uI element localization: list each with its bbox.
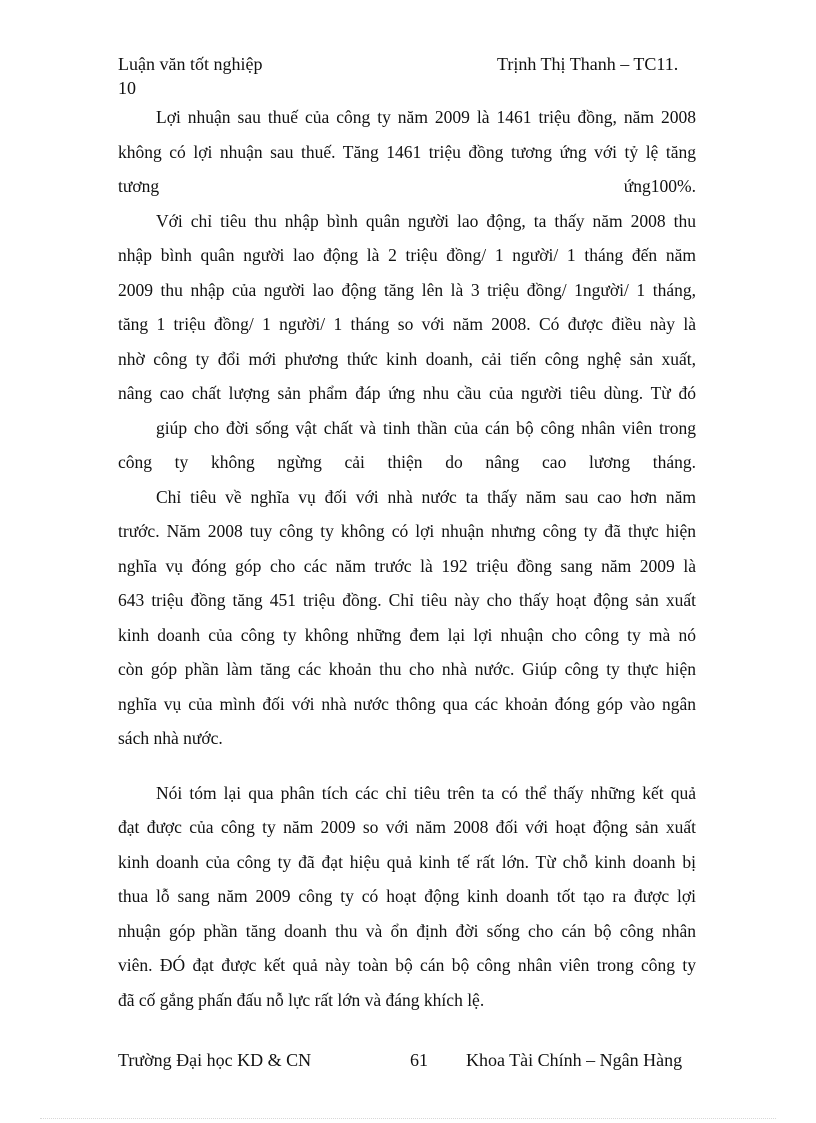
body-line: Với chỉ tiêu thu nhập bình quân người lao động, ta thấy năm 2008 thu (156, 210, 696, 231)
body-line: Chỉ tiêu về nghĩa vụ đối với nhà nước ta thấy năm sau cao hơn năm (156, 486, 696, 507)
document-body (118, 100, 696, 1017)
body-line: trước. Năm 2008 tuy công ty không có lợi nhuận nhưng công ty đã thực hiện (118, 521, 696, 541)
body-line: công ty không ngừng cải thiện do nâng cao lương tháng. (118, 452, 696, 472)
body-line: đã cố gắng phấn đấu nỗ lực rất lớn và đáng khích lệ. (118, 989, 485, 1010)
body-line: nhập bình quân người lao động là 2 triệu đồng/ 1 người/ 1 tháng đến năm (118, 245, 696, 265)
body-line: nghĩa vụ đóng góp cho các năm trước là 192 triệu đồng sang năm 2009 là (118, 555, 696, 576)
body-line: tăng 1 triệu đồng/ 1 người/ 1 tháng so với năm 2008. Có được điều này là (118, 314, 696, 334)
body-line: viên. ĐÓ đạt được kết quả này toàn bộ cán bộ công nhân viên trong công ty (118, 955, 696, 975)
header-class-number: 10 (118, 78, 136, 98)
header-thesis-title: Luận văn tốt nghiệp (118, 54, 263, 74)
footer-faculty: Khoa Tài Chính – Ngân Hàng (466, 1050, 683, 1070)
body-line: thua lỗ sang năm 2009 công ty có hoạt động kinh doanh tốt tạo ra được lợi (118, 886, 696, 906)
header-author: Trịnh Thị Thanh – TC11. (497, 54, 679, 74)
body-line: sách nhà nước. (118, 728, 223, 748)
body-line: nâng cao chất lượng sản phẩm đáp ứng nhu cầu của người tiêu dùng. Từ đó (118, 383, 696, 403)
body-line: giúp cho đời sống vật chất và tinh thần của cán bộ công nhân viên trong (156, 417, 696, 438)
body-line: Nói tóm lại qua phân tích các chỉ tiêu trên ta có thể thấy những kết quả (156, 782, 696, 803)
body-line: 643 triệu đồng tăng 451 triệu đồng. Chỉ tiêu này cho thấy hoạt động sản xuất (118, 590, 696, 610)
body-line: không có lợi nhuận sau thuế. Tăng 1461 triệu đồng tương ứng với tỷ lệ tăng (118, 141, 696, 162)
paragraph-gap (118, 756, 696, 776)
body-line: kinh doanh của công ty không những đem lại lợi nhuận cho công ty mà nó (118, 624, 696, 645)
body-line: Lợi nhuận sau thuế của công ty năm 2009 là 1461 triệu đồng, năm 2008 (156, 107, 696, 127)
body-line: nghĩa vụ của mình đối với nhà nước thông qua các khoản đóng góp vào ngân (118, 693, 696, 714)
body-line: nhuận góp phần tăng doanh thu và ổn định đời sống cho cán bộ công nhân (118, 920, 696, 941)
body-line: nhờ công ty đổi mới phương thức kinh doanh, cải tiến công nghệ sản xuất, (118, 348, 696, 369)
body-line: 2009 thu nhập của người lao động tăng lên là 3 triệu đồng/ 1người/ 1 tháng, (118, 279, 696, 300)
body-line: tương ứng100%. (118, 176, 696, 196)
footer-university: Trường Đại học KD & CN (118, 1050, 312, 1070)
page-bottom-divider (40, 1118, 776, 1119)
body-line: kinh doanh của công ty đã đạt hiệu quả kinh tế rất lớn. Từ chỗ kinh doanh bị (118, 851, 696, 872)
body-line: đạt được của công ty năm 2009 so với năm 2008 đối với hoạt động sản xuất (118, 817, 696, 837)
body-line: còn góp phần làm tăng các khoản thu cho nhà nước. Giúp công ty thực hiện (118, 659, 696, 679)
page-number: 61 (410, 1050, 428, 1070)
